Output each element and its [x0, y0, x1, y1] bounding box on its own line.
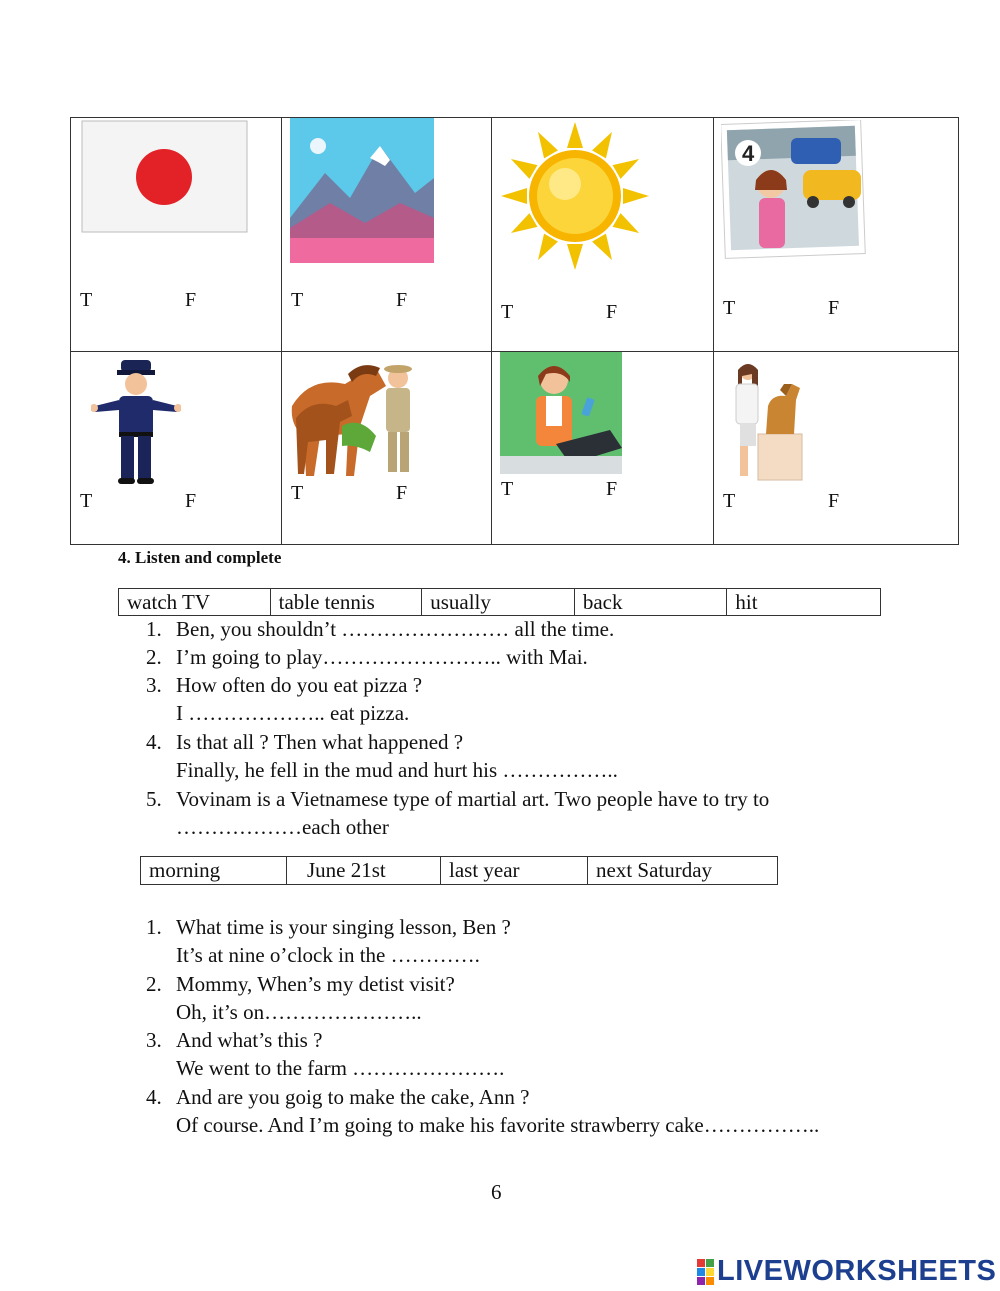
question-number: 4. — [146, 1085, 162, 1109]
cell-farmer-horses — [282, 352, 492, 545]
word-bank-1 — [118, 588, 881, 616]
word-bank-2 — [140, 856, 778, 885]
cell-police-officer — [71, 352, 282, 545]
sun-icon — [499, 120, 651, 272]
question-text: And what’s this ? — [176, 1028, 323, 1052]
question-text[interactable]: I’m going to play…………………….. with Mai. — [176, 645, 588, 669]
false-option[interactable]: F — [606, 301, 618, 323]
false-option[interactable]: F — [828, 297, 840, 319]
question-number: 1. — [146, 617, 162, 641]
cell-sun — [492, 118, 714, 352]
false-option[interactable]: F — [606, 478, 618, 500]
farmer-horses-icon — [290, 356, 418, 480]
true-option[interactable]: T — [291, 482, 304, 504]
word-option: last year — [441, 857, 588, 884]
question-text[interactable]: Ben, you shouldn’t …………………… all the time. — [176, 617, 615, 641]
question-item — [146, 913, 926, 969]
page-number: 6 — [491, 1180, 502, 1204]
false-option[interactable]: F — [828, 490, 840, 512]
word-option: back — [575, 589, 728, 615]
girl-traffic-icon — [721, 120, 869, 268]
cell-cashier — [492, 352, 714, 545]
question-text: And are you goig to make the cake, Ann ? — [176, 1085, 530, 1109]
true-option[interactable]: T — [80, 490, 93, 512]
picture-grid — [70, 117, 959, 545]
word-option: hit — [735, 590, 758, 614]
question-number: 3. — [146, 1028, 162, 1052]
question-item — [146, 970, 926, 1026]
answer-line[interactable]: Of course. And I’m going to make his favorite strawberry cake…………….. — [176, 1113, 820, 1137]
question-number: 4. — [146, 730, 162, 754]
mountain-icon — [290, 118, 434, 263]
question-number: 1. — [146, 915, 162, 939]
question-text: Is that all ? Then what happened ? — [176, 730, 464, 754]
question-number: 3. — [146, 673, 162, 697]
question-item — [146, 1026, 926, 1082]
cell-vet-dog — [714, 352, 959, 545]
true-option[interactable]: T — [723, 297, 736, 319]
cell-mountain — [282, 118, 492, 352]
false-option[interactable]: F — [185, 490, 197, 512]
question-item — [146, 728, 926, 784]
true-option[interactable]: T — [723, 490, 736, 512]
question-item — [146, 671, 926, 727]
question-text: Mommy, When’s my detist visit? — [176, 972, 455, 996]
question-number: 5. — [146, 787, 162, 811]
question-item — [146, 785, 926, 841]
true-option[interactable]: T — [501, 301, 514, 323]
liveworksheets-logo[interactable] — [697, 1255, 996, 1288]
word-option: June 21st — [287, 857, 441, 884]
answer-line[interactable]: Oh, it’s on………………….. — [176, 1000, 422, 1024]
answer-line[interactable]: ………………each other — [176, 815, 389, 839]
word-option: next Saturday — [596, 858, 713, 882]
true-option[interactable]: T — [291, 289, 304, 311]
question-item — [146, 1083, 926, 1139]
question-item — [146, 643, 926, 671]
question-text: Vovinam is a Vietnamese type of martial art. Two people have to try to — [176, 787, 770, 811]
word-option: table tennis — [271, 589, 423, 615]
answer-line[interactable]: I ……………….. eat pizza. — [176, 701, 410, 725]
police-officer-icon — [91, 358, 181, 488]
answer-line[interactable]: We went to the farm …………………. — [176, 1056, 505, 1080]
cell-girl-traffic — [714, 118, 959, 352]
cell-japan-flag — [71, 118, 282, 352]
true-option[interactable]: T — [501, 478, 514, 500]
false-option[interactable]: F — [396, 482, 408, 504]
word-option: watch TV — [119, 589, 271, 615]
word-option: morning — [141, 857, 287, 884]
question-number: 2. — [146, 645, 162, 669]
cashier-icon — [500, 352, 622, 474]
badge-number: 4 — [742, 141, 755, 166]
logo-text: LIVEWORKSHEETS — [717, 1255, 997, 1287]
answer-line[interactable]: Finally, he fell in the mud and hurt his …………….. — [176, 758, 618, 782]
false-option[interactable]: F — [185, 289, 197, 311]
word-option: usually — [422, 589, 575, 615]
question-text: How often do you eat pizza ? — [176, 673, 423, 697]
japan-flag-icon — [81, 120, 249, 234]
question-item — [146, 615, 926, 643]
section-heading: 4. Listen and complete — [118, 548, 282, 567]
answer-line[interactable]: It’s at nine o’clock in the …………. — [176, 943, 480, 967]
question-number: 2. — [146, 972, 162, 996]
vet-dog-icon — [732, 360, 808, 484]
logo-blocks-icon — [697, 1259, 714, 1285]
false-option[interactable]: F — [396, 289, 408, 311]
true-option[interactable]: T — [80, 289, 93, 311]
question-text: What time is your singing lesson, Ben ? — [176, 915, 511, 939]
